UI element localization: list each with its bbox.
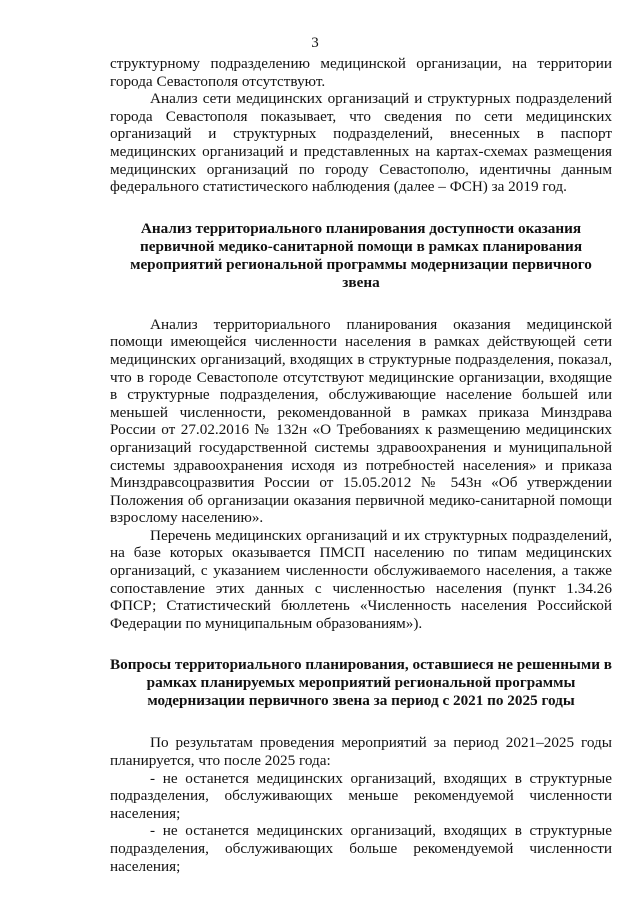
paragraph-results-intro: По результатам проведения мероприятий за период 2021–2025 годы планируется, что после 2025 года: (110, 734, 612, 770)
section-heading-territorial-planning: Анализ территориального планирования доступности оказания первичной медико-санитарной помощи в рамках планирования мероприятий региональной программы модернизации первичного звена (130, 219, 592, 291)
paragraph-organizations-list: Перечень медицинских организаций и их структурных подразделений, на базе которых оказывается ПМСП населению по типам медицинских организаций, с указанием численности обслуживаемого населения, а также сопоставление этих данных с численностью населения (пункт 1.34.26 ФПСР; Статистический бюллетень «Численность населения Российской Федерации по муниципальным образованиям»). (110, 526, 612, 632)
list-item-more: - не останется медицинских организаций, входящих в структурные подразделения, обслуживающих больше рекомендуемой численности населения; (110, 822, 612, 875)
paragraph-continuation: структурному подразделению медицинской организации, на территории города Севастополя отсутствуют. (110, 55, 612, 90)
page-number: 3 (311, 35, 319, 51)
section-heading-unresolved-issues: Вопросы территориального планирования, оставшиеся не решенными в рамках планируемых мероприятий региональной программы модернизации первичного звена за период с 2021 по 2025 годы (110, 656, 612, 710)
paragraph-planning-analysis: Анализ территориального планирования оказания медицинской помощи имеющейся численности населения в рамках действующей сети медицинских организаций, входящих в структурные подразделения, показал, что в городе Севастополе отсутствуют медицинские организации, входящие в структурные подразделения, обслуживающие население большей или меньшей численности, рекомендованной в рамках приказа Минздрава России от 27.02.2016 № 132н «О Требованиях к размещению медицинских организаций государственной системы здравоохранения и муниципальной системы здравоохранения исходя из потребностей населения» и приказа Минздравсоцразвития России от 15.05.2012 № 543н «Об утверждении Положения об организации оказания первичной медико-санитарной помощи взрослому населению». (110, 315, 612, 527)
document-body (110, 55, 612, 875)
paragraph-network-analysis: Анализ сети медицинских организаций и структурных подразделений города Севастополя показывает, что сведения по сети медицинских организаций и структурных подразделений, внесенных в паспорт медицинских организаций и представленных на картах-схемах размещения медицинских организаций по городу Севастополю, идентичны данным федерального статистического наблюдения (далее – ФСН) за 2019 год. (110, 90, 612, 196)
list-item-fewer: - не останется медицинских организаций, входящих в структурные подразделения, обслуживающих меньше рекомендуемой численности населения; (110, 769, 612, 822)
